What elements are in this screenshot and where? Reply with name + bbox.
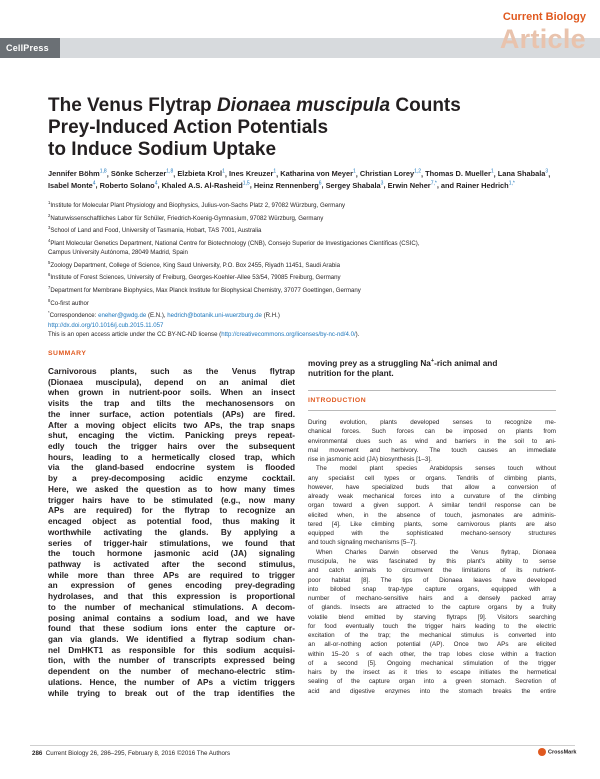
- email-link-neher[interactable]: eneher@gwdg.de: [98, 312, 147, 320]
- summary-line: ulations. Hence, the number of APs a victim triggers: [48, 677, 295, 687]
- intro-line: within 15–20 s of each other, the trap lobes close within a fraction: [308, 650, 556, 658]
- title-line-3: to Induce Sodium Uptake: [48, 139, 277, 160]
- summary-continued: moving prey as a struggling Na+-rich animal and nutrition for the plant.: [308, 358, 498, 379]
- summary-line: an expression of genes encoding prey-degrading: [48, 581, 295, 591]
- intro-line: and catch animals to circumvent the limitations of its nutrient-: [308, 567, 556, 575]
- crossmark-badge[interactable]: CrossMark: [538, 748, 576, 756]
- species-name: Dionaea muscipula: [216, 95, 391, 116]
- doi-link[interactable]: http://dx.doi.org/10.1016/j.cub.2015.11.057: [48, 321, 164, 329]
- intro-line: The model plant species Arabidopsis senses touch without: [316, 465, 556, 473]
- intro-line: chanical forces. Such forces can be imposed on plants from: [308, 428, 556, 436]
- intro-line: elicited when, in the absence of touch, jasmonates are adminis-: [308, 511, 556, 519]
- crossmark-icon: [538, 748, 546, 756]
- divider: [308, 410, 556, 411]
- intro-line: an all-or-nothing action potential (AP). Once two APs are elicited: [308, 641, 556, 649]
- author-name: Christian Lorey$^{1,2}$: [359, 169, 422, 179]
- intro-line: tered [4]. Like climbing plants, some carnivorous plants are also: [308, 520, 556, 528]
- summary-line: pathway is activated after the second stimulus,: [48, 559, 295, 569]
- journal-name: Current Biology: [502, 11, 586, 23]
- affiliation-line: $^5$Zoology Department, College of Science, King Saud University, P.O. Box 2455, Riyadh 11451, Saudi Arabia: [48, 259, 340, 269]
- email-link-hedrich[interactable]: hedrich@botanik.uni-wuerzburg.de: [167, 312, 262, 320]
- affiliation-line: $^6$Institute of Forest Sciences, University of Freiburg, Georges-Koehler-Allee 53/54, 79085 Freiburg, Germany: [48, 272, 341, 282]
- author-name: Thomas D. Mueller$^1$: [425, 169, 494, 179]
- summary-line: by a prey-decomposing acidic enzyme cocktail.: [48, 474, 295, 484]
- correspondence: *Correspondence: eneher@gwdg.de (E.N.), hedrich@botanik.uni-wuerzburg.de (R.H.): [48, 310, 280, 320]
- author-name: and Rainer Hedrich$^{1,*}$: [440, 180, 515, 190]
- summary-line: hours, leading to a hermetically closed trap, which: [48, 452, 295, 462]
- author-name: Katharina von Meyer$^1$: [280, 169, 356, 179]
- title-line-2: Prey-Induced Action Potentials: [48, 117, 329, 138]
- publisher-logo: CellPress: [0, 38, 60, 58]
- summary-line: visits the trap and tilts the mechanosensors on: [48, 399, 295, 409]
- summary-text: [48, 367, 295, 699]
- affiliation-line: $^2$Naturwissenschaftliches Labor für Schüler, Friedrich-Koenig-Gymnasium, 97082 Würzburg, Germany: [48, 212, 324, 222]
- intro-line: organ toward a given support. A similar tendril response can be: [308, 502, 556, 510]
- intro-line: acid and digestive enzymes into the stomach breaks the entire: [308, 687, 556, 695]
- intro-line: equipped with the sophisticated mechano-sensory structures: [308, 530, 556, 538]
- summary-line: via the gland-based endocrine system is flooded: [48, 463, 295, 473]
- article-type: Article: [499, 24, 586, 54]
- affiliation-line: $^4$Plant Molecular Genetics Department, National Centre for Biotechnology (CNB), Consejo Superior de Investigaciones Científicas (CSIC),: [48, 237, 420, 247]
- affiliation-line: $^8$Co-first author: [48, 297, 89, 307]
- summary-line: gan via glands. We identified a flytrap sodium chan-: [48, 634, 295, 644]
- intro-line: and touch signaling mechanisms [5–7].: [308, 539, 417, 547]
- intro-line: sealing of the capture organ into a green stomach. Secretion of: [308, 678, 556, 686]
- author-name: Heinz Rennenberg$^6$: [253, 180, 322, 190]
- intro-line: of glands. Insects are attracted to the capture organs by a fruity: [308, 604, 556, 612]
- summary-line: series of trigger-hair stimulations, we found that: [48, 538, 295, 548]
- page-number: 286: [32, 750, 43, 757]
- intro-line: environmental clues such as wind and barriers in the soil to ani-: [308, 437, 556, 445]
- intro-line: volatile blend emitted by starving flytraps [9]. Visitors searching: [308, 613, 556, 621]
- intro-line: mal movement and herbivory. The touch causes an immediate: [308, 446, 556, 454]
- author-name: Ines Kreuzer$^1$: [229, 169, 277, 179]
- intro-line: hairs by the insect as it tries to escape initiates the hermetical: [308, 669, 556, 677]
- divider: [308, 390, 556, 391]
- footer-divider: [30, 745, 575, 746]
- summary-line: worthwhile activating the glands. By applying a: [48, 527, 295, 537]
- author-list: Jennifer Böhm$^{1,8}$, Sönke Scherzer$^{1,8}$, Elzbieta Krol$^1$, Ines Kreuzer$^1$, Katharina von Meyer$^1$, Christian Lorey$^{1,2}$, Thomas D. Mueller$^1$, Lana Shabala$^3$, Isabel Monte$^4$, Roberto Solano$^4$, Khaled A.S. Al-Rasheid$^{1,5}$, Heinz Rennenberg$^6$, Sergey Shabala$^3$, Erwin Neher$^{7,*}$, and Rainer Hedrich$^{1,*}$: [48, 169, 551, 190]
- intro-line: however, have specialized buds that allow a conversion of: [308, 483, 556, 491]
- summary-line: dependent on the number of mechano-electric stim-: [48, 667, 295, 677]
- affiliation-line: Campus University Autónoma, 28049 Madrid, Spain: [48, 249, 188, 257]
- author-name: Sönke Scherzer$^{1,8}$: [110, 169, 174, 179]
- author-name: Roberto Solano$^4$: [99, 180, 158, 190]
- summary-line: After a moving object elicits two APs, the trap snaps: [48, 420, 295, 430]
- affiliation-line: $^7$Department for Membrane Biophysics, Max Planck Institute for Biophysical Chemistry, 37077 Goettingen, Germany: [48, 285, 361, 295]
- affiliations: [48, 198, 568, 340]
- intro-line: already weak mechanical forces into a curvature of the climbing: [308, 493, 556, 501]
- article-title: [48, 95, 528, 161]
- footer-citation: 286 Current Biology 26, 286–295, February 8, 2016 ©2016 The Authors: [32, 750, 231, 757]
- summary-line: when grown in nutrient-poor soils. When an insect: [48, 388, 295, 398]
- intro-paragraph: [308, 464, 556, 547]
- intro-line: of a second [5]. Ongoing mechanical stimulation of the trigger: [308, 659, 556, 667]
- summary-line: nel DmHKT1 as responsible for this sodium acquisi-: [48, 645, 295, 655]
- intro-paragraph: [308, 548, 556, 696]
- summary-line: trigger hairs have to be stimulated (e.g., now many: [48, 495, 295, 505]
- intro-line: any specialist cell types or organs. Tendrils of climbing plants,: [308, 474, 556, 482]
- summary-line: Carnivorous plants, such as the Venus flytrap: [48, 367, 295, 376]
- author-name: Erwin Neher$^{7,*}$: [387, 180, 437, 190]
- affiliation-line: $^3$School of Land and Food, University of Tasmania, Hobart, TAS 7001, Australia: [48, 225, 262, 235]
- summary-line: the inner surface, action potentials (APs) are fired.: [48, 409, 295, 419]
- affiliation-line: $^1$Institute for Molecular Plant Physiology and Biophysics, Julius-von-Sachs Platz 2, 97082 Würzburg, Germany: [48, 200, 346, 210]
- summary-line: the touch hormone jasmonic acid (JA) signaling: [48, 549, 295, 559]
- author-name: Elzbieta Krol$^1$: [177, 169, 225, 179]
- summary-line: while trying to break out of the trap identifies the: [48, 688, 295, 698]
- summary-line: tion, with the number of transcripts expressed being: [48, 656, 295, 666]
- summary-line: (Dionaea muscipula), depend on an animal diet: [48, 377, 295, 387]
- summary-line: APs are required) for the flytrap to recognize an: [48, 506, 295, 516]
- intro-line: During evolution, plants developed senses to recognize me-: [308, 419, 556, 426]
- introduction-heading: INTRODUCTION: [308, 397, 367, 404]
- author-name: Jennifer Böhm$^{1,8}$: [48, 169, 107, 179]
- summary-line: found that these sodium ions enter the capture or-: [48, 624, 295, 634]
- intro-line: muscipula, he was fascinated by this plant's ability to sense: [308, 557, 556, 565]
- license-note: This is an open access article under the CC BY-NC-ND license (http://creativecommons.org/licenses/by-nc-nd/4.0/).: [48, 331, 360, 339]
- summary-line: posing animal contains a sodium load, and we have: [48, 613, 295, 623]
- summary-heading: SUMMARY: [48, 350, 87, 357]
- summary-line: edly touch the trigger hairs over the subsequent: [48, 442, 295, 452]
- license-link[interactable]: http://creativecommons.org/licenses/by-nc-nd/4.0/: [221, 331, 356, 339]
- intro-line: for food eventually touch the trigger hairs leading to the electric: [308, 622, 556, 630]
- author-name: Lana Shabala$^3$: [497, 169, 549, 179]
- summary-line: encaged object as potential food, thus making it: [48, 517, 295, 527]
- intro-line: When Charles Darwin observed the Venus flytrap, Dionaea: [316, 548, 556, 556]
- summary-line: Here, we asked the question as to how many times: [48, 484, 295, 494]
- intro-paragraph: [308, 418, 556, 464]
- intro-line: number of mechano-sensitive hairs and a densely packed array: [308, 595, 556, 603]
- author-name: Sergey Shabala$^3$: [325, 180, 384, 190]
- summary-line: while more than three APs are required to trigger: [48, 570, 295, 580]
- intro-line: into bilobed snap trap-type capture organs, equipped with a: [308, 585, 556, 593]
- introduction-text: [308, 418, 556, 696]
- summary-line: shut, encaging the victim. Panicking preys repeat-: [48, 431, 295, 441]
- title-line-1: The Venus Flytrap Dionaea muscipula Counts: [48, 95, 461, 116]
- intro-line: excitation of the trap; the mechanical stimulus is converted into: [308, 632, 556, 640]
- summary-line: to the number of mechanical stimulations. A decom-: [48, 602, 295, 612]
- author-name: Isabel Monte$^4$: [48, 180, 96, 190]
- summary-line: hydrolases, and that this expression is proportional: [48, 592, 295, 602]
- intro-line: poor habitat [8]. The tips of Dionaea leaves have developed: [308, 576, 556, 584]
- author-name: Khaled A.S. Al-Rasheid$^{1,5}$: [161, 180, 250, 190]
- intro-line: rise in jasmonic acid (JA) biosynthesis [1–3].: [308, 456, 432, 464]
